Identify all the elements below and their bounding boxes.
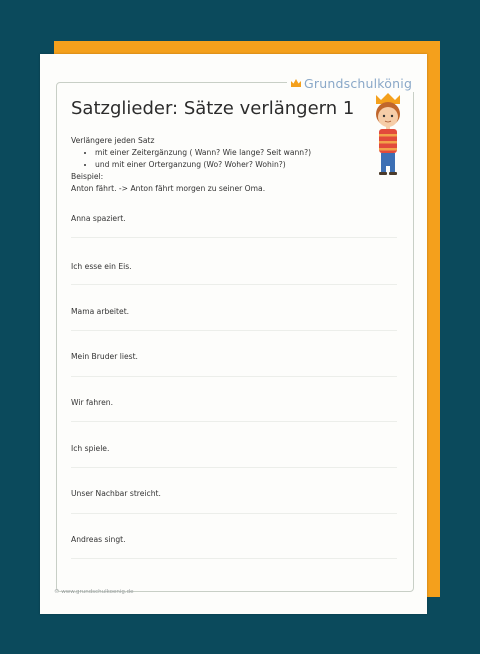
sentence-prompt: Anna spaziert.	[71, 214, 126, 223]
instructions	[71, 135, 311, 195]
instructions-bullet: • mit einer Zeitergänzung ( Wann? Wie lange? Seit wann?)	[95, 147, 311, 159]
example-label: Beispiel:	[71, 172, 104, 181]
crown-icon	[290, 78, 302, 88]
page-title: Satzglieder: Sätze verlängern 1	[71, 98, 355, 119]
sentence-prompt: Wir fahren.	[71, 398, 113, 407]
answer-line	[71, 513, 397, 514]
brand-name: Grundschulkönig	[304, 75, 413, 91]
sentence-prompt: Ich spiele.	[71, 444, 110, 453]
answer-line	[71, 421, 397, 422]
instructions-bullet: • und mit einer Orterganzung (Wo? Woher? Wohin?)	[95, 159, 311, 171]
king-boy-illustration	[370, 92, 406, 176]
sentence-prompt: Ich esse ein Eis.	[71, 262, 132, 271]
sentence-prompt: Andreas singt.	[71, 535, 126, 544]
brand-logo	[287, 74, 415, 92]
answer-line	[71, 284, 397, 285]
instructions-intro: Verlängere jeden Satz	[71, 136, 155, 145]
sentence-prompt: Unser Nachbar streicht.	[71, 489, 161, 498]
answer-line	[71, 376, 397, 377]
answer-line	[71, 467, 397, 468]
sentence-prompt: Mein Bruder liest.	[71, 352, 138, 361]
instructions-list	[71, 147, 311, 171]
answer-line	[71, 237, 397, 238]
example-text: Anton fährt. -> Anton fährt morgen zu seiner Oma.	[71, 184, 266, 193]
copyright-footer: © www.grundschulkoenig.de	[54, 589, 134, 595]
answer-line	[71, 558, 397, 559]
answer-line	[71, 330, 397, 331]
sentence-prompt: Mama arbeitet.	[71, 307, 130, 316]
